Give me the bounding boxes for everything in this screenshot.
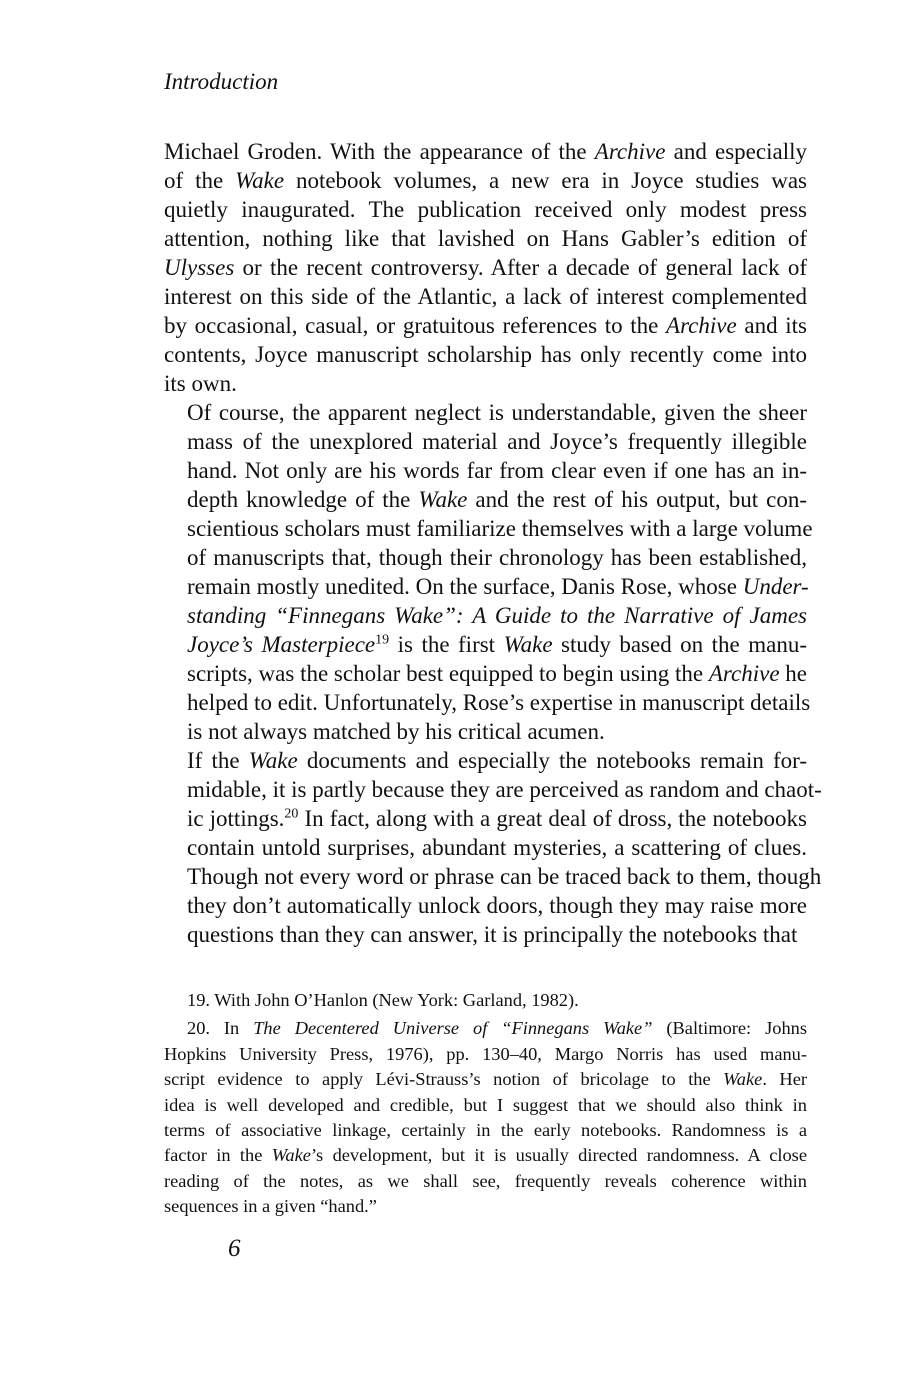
text-line: questions than they can answer, it is principally the notebooks that (187, 922, 798, 947)
body-text (164, 137, 822, 949)
footnote-line: 20. In The Decentered Universe of “Finnegans Wake” (Baltimore: Johns (187, 1018, 807, 1039)
text-line: If the Wake documents and especially the notebooks remain for- (187, 748, 807, 773)
footnote-line: reading of the notes, as we shall see, frequently reveals coherence within (164, 1170, 807, 1191)
running-head: Introduction (164, 69, 279, 94)
text-line: contents, Joyce manuscript scholarship has only recently come into (164, 342, 807, 367)
text-line: Ulysses or the recent controversy. After a decade of general lack of (164, 255, 807, 280)
text-line: they don’t automatically unlock doors, though they may raise more (187, 893, 807, 918)
text-line: interest on this side of the Atlantic, a lack of interest complemented (164, 284, 807, 309)
text-line: mass of the unexplored material and Joyce’s frequently illegible (187, 429, 807, 454)
page-number: 6 (228, 1235, 241, 1262)
footnote-line: Hopkins University Press, 1976), pp. 130–40, Margo Norris has used manu- (164, 1043, 807, 1064)
footnote-line: 19. With John O’Hanlon (New York: Garland, 1982). (187, 990, 579, 1010)
footnote-line: terms of associative linkage, certainly in the early notebooks. Randomness is a (164, 1120, 807, 1141)
text-line: Michael Groden. With the appearance of the Archive and especially (164, 139, 807, 164)
text-line: helped to edit. Unfortunately, Rose’s expertise in manuscript details (187, 690, 811, 715)
text-line: contain untold surprises, abundant mysteries, a scattering of clues. (187, 835, 807, 860)
paragraph (164, 137, 807, 398)
text-line: remain mostly unedited. On the surface, Danis Rose, whose Under- (187, 574, 809, 599)
text-line: of the Wake notebook volumes, a new era in Joyce studies was (164, 168, 807, 193)
text-line: quietly inaugurated. The publication received only modest press (164, 197, 807, 222)
text-line: scientious scholars must familiarize themselves with a large volume (187, 516, 813, 541)
footnote-line: idea is well developed and credible, but I suggest that we should also think in (164, 1094, 807, 1115)
text-line: Of course, the apparent neglect is understandable, given the sheer (187, 400, 807, 425)
text-line: by occasional, casual, or gratuitous references to the Archive and its (164, 313, 807, 338)
footnote-line: sequences in a given “hand.” (164, 1196, 377, 1217)
text-line: its own. (164, 371, 237, 396)
footnote-line: script evidence to apply Lévi-Strauss’s notion of bricolage to the Wake. Her (164, 1069, 808, 1090)
text-line: hand. Not only are his words far from clear even if one has an in- (187, 458, 807, 483)
text-line: Joyce’s Masterpiece$^{19}$ is the first Wake study based on the manu- (187, 632, 807, 657)
text-line: standing “Finnegans Wake”: A Guide to the Narrative of James (187, 603, 807, 628)
text-line: scripts, was the scholar best equipped to begin using the Archive he (187, 661, 808, 686)
text-line: attention, nothing like that lavished on Hans Gabler’s edition of (164, 226, 807, 251)
text-line: ic jottings.$^{20}$ In fact, along with a great deal of dross, the notebooks (187, 806, 807, 831)
paragraph (164, 746, 822, 949)
footnotes (164, 988, 807, 1220)
text-line: midable, it is partly because they are perceived as random and chaot- (187, 777, 822, 802)
footnote-line: factor in the Wake’s development, but it is usually directed randomness. A close (164, 1145, 807, 1166)
text-line: is not always matched by his critical acumen. (187, 719, 605, 744)
text-line: Though not every word or phrase can be traced back to them, though (187, 864, 822, 889)
text-line: depth knowledge of the Wake and the rest of his output, but con- (187, 487, 807, 512)
paragraph (164, 398, 813, 746)
text-line: of manuscripts that, though their chronology has been established, (187, 545, 807, 570)
